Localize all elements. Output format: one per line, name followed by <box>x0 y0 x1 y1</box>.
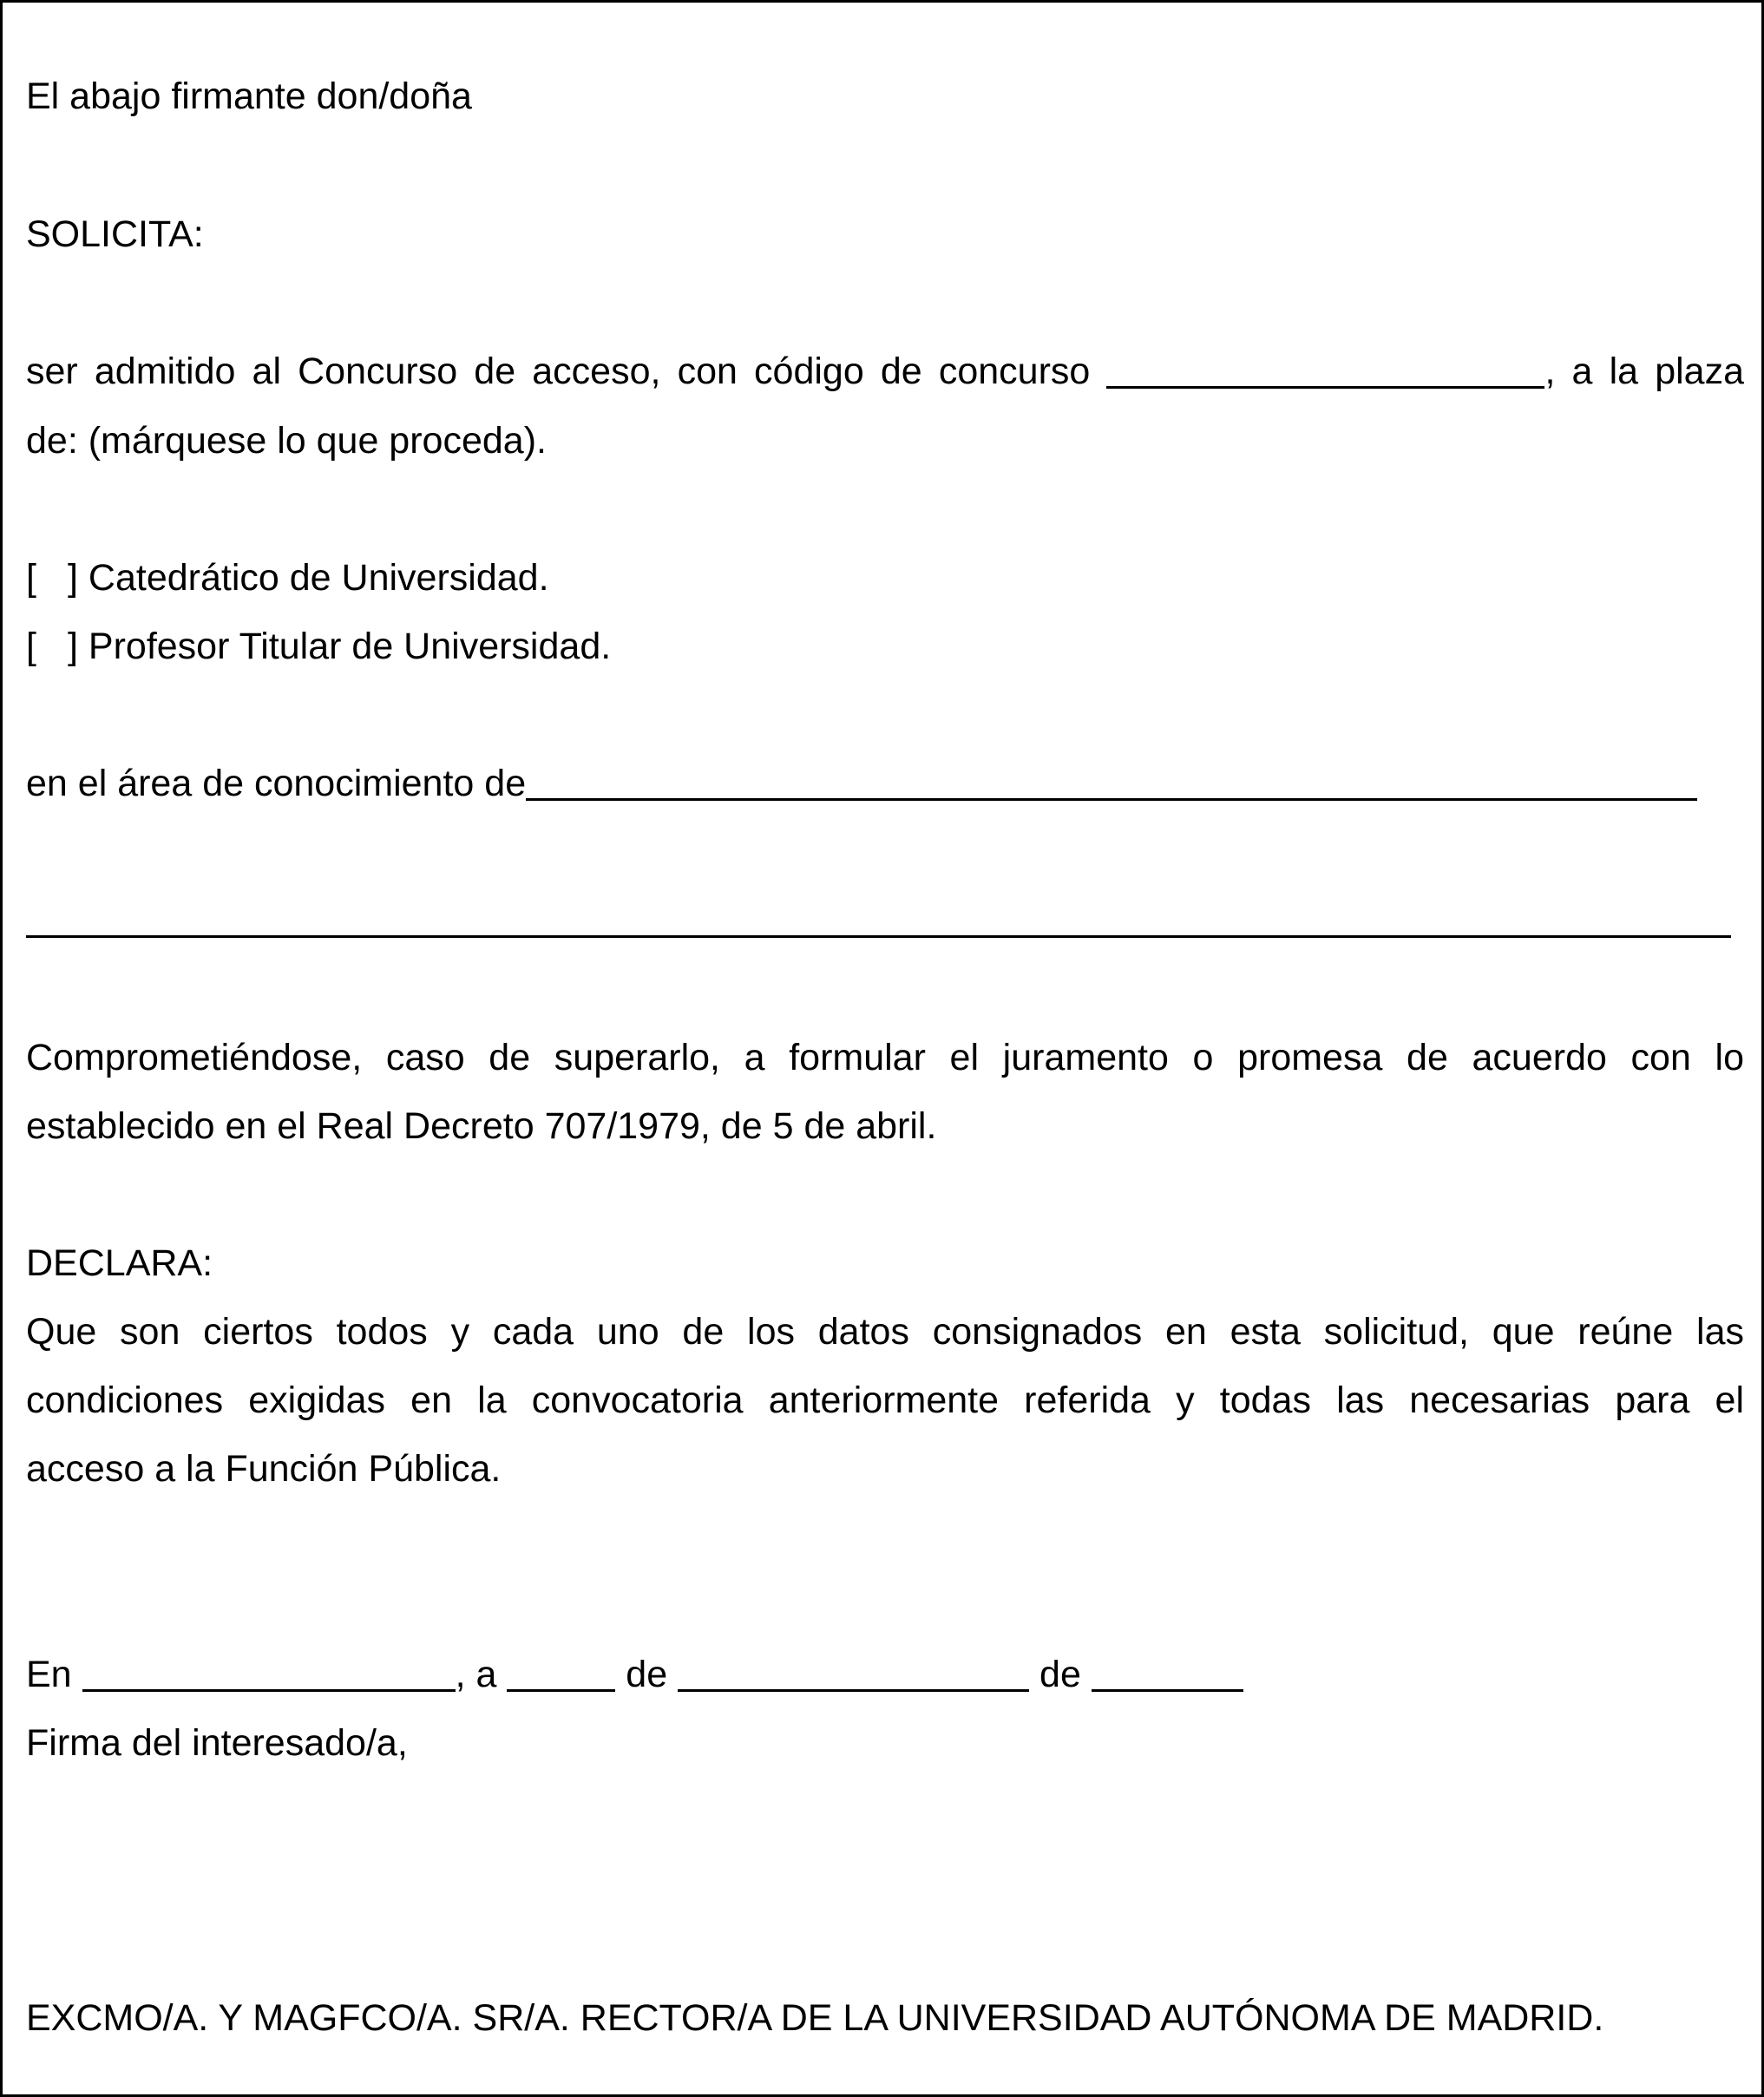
codigo-concurso-field[interactable] <box>1106 351 1544 389</box>
fecha-line <box>26 1653 1243 1696</box>
fecha-de-label-1: de <box>626 1654 668 1695</box>
checkbox-titular-open[interactable]: [ <box>26 626 36 667</box>
area-conocimiento-field[interactable] <box>526 763 1697 801</box>
dia-field[interactable] <box>507 1655 615 1692</box>
compromiso-line-2: establecido en el Real Decreto 707/1979, de 5 de abril. <box>26 1105 937 1147</box>
declara-heading: DECLARA: <box>26 1242 213 1284</box>
admitido-text: ser admitido al Concurso de acceso, con código de concurso <box>26 351 1091 392</box>
option-titular[interactable] <box>26 625 611 668</box>
area-line <box>26 762 1697 805</box>
checkbox-catedratico-open[interactable]: [ <box>26 557 36 599</box>
option-catedratico[interactable] <box>26 556 549 600</box>
area-conocimiento-field-2[interactable] <box>26 901 1731 938</box>
fecha-a-label: , a <box>455 1654 497 1695</box>
admitido-line-1 <box>26 350 1744 393</box>
declara-line-1: Que son ciertos todos y cada uno de los datos consignados en esta solicitud, que reúne las <box>26 1311 1744 1353</box>
admitido-line-2: de: (márquese lo que proceda). <box>26 420 547 462</box>
solicita-heading: SOLICITA: <box>26 213 204 255</box>
compromiso-line-1: Comprometiéndose, caso de superarlo, a formular el juramento o promesa de acuerdo con lo <box>26 1037 1744 1078</box>
firmante-label: El abajo firmante don/doña <box>26 75 472 117</box>
checkbox-catedratico-close[interactable]: ] <box>68 557 78 599</box>
declara-line-2: condiciones exigidas en la convocatoria anteriormente referida y todas las necesarias para el <box>26 1379 1744 1421</box>
option-catedratico-label: Catedrático de Universidad. <box>88 557 549 599</box>
lugar-field[interactable] <box>82 1655 456 1692</box>
mes-field[interactable] <box>678 1655 1029 1692</box>
checkbox-titular-close[interactable]: ] <box>68 626 78 667</box>
plaza-text: , a la plaza <box>1544 351 1744 392</box>
destinatario: EXCMO/A. Y MAGFCO/A. SR/A. RECTOR/A DE LA UNIVERSIDAD AUTÓNOMA DE MADRID. <box>26 1997 1604 2039</box>
anio-field[interactable] <box>1092 1655 1243 1692</box>
area-line-2 <box>26 899 1731 942</box>
option-titular-label: Profesor Titular de Universidad. <box>88 626 612 667</box>
area-label: en el área de conocimiento de <box>26 763 527 804</box>
fecha-de-label-2: de <box>1039 1654 1081 1695</box>
fecha-en-label: En <box>26 1654 72 1695</box>
declara-line-3: acceso a la Función Pública. <box>26 1448 502 1490</box>
firma-label: Firma del interesado/a, <box>26 1722 408 1764</box>
